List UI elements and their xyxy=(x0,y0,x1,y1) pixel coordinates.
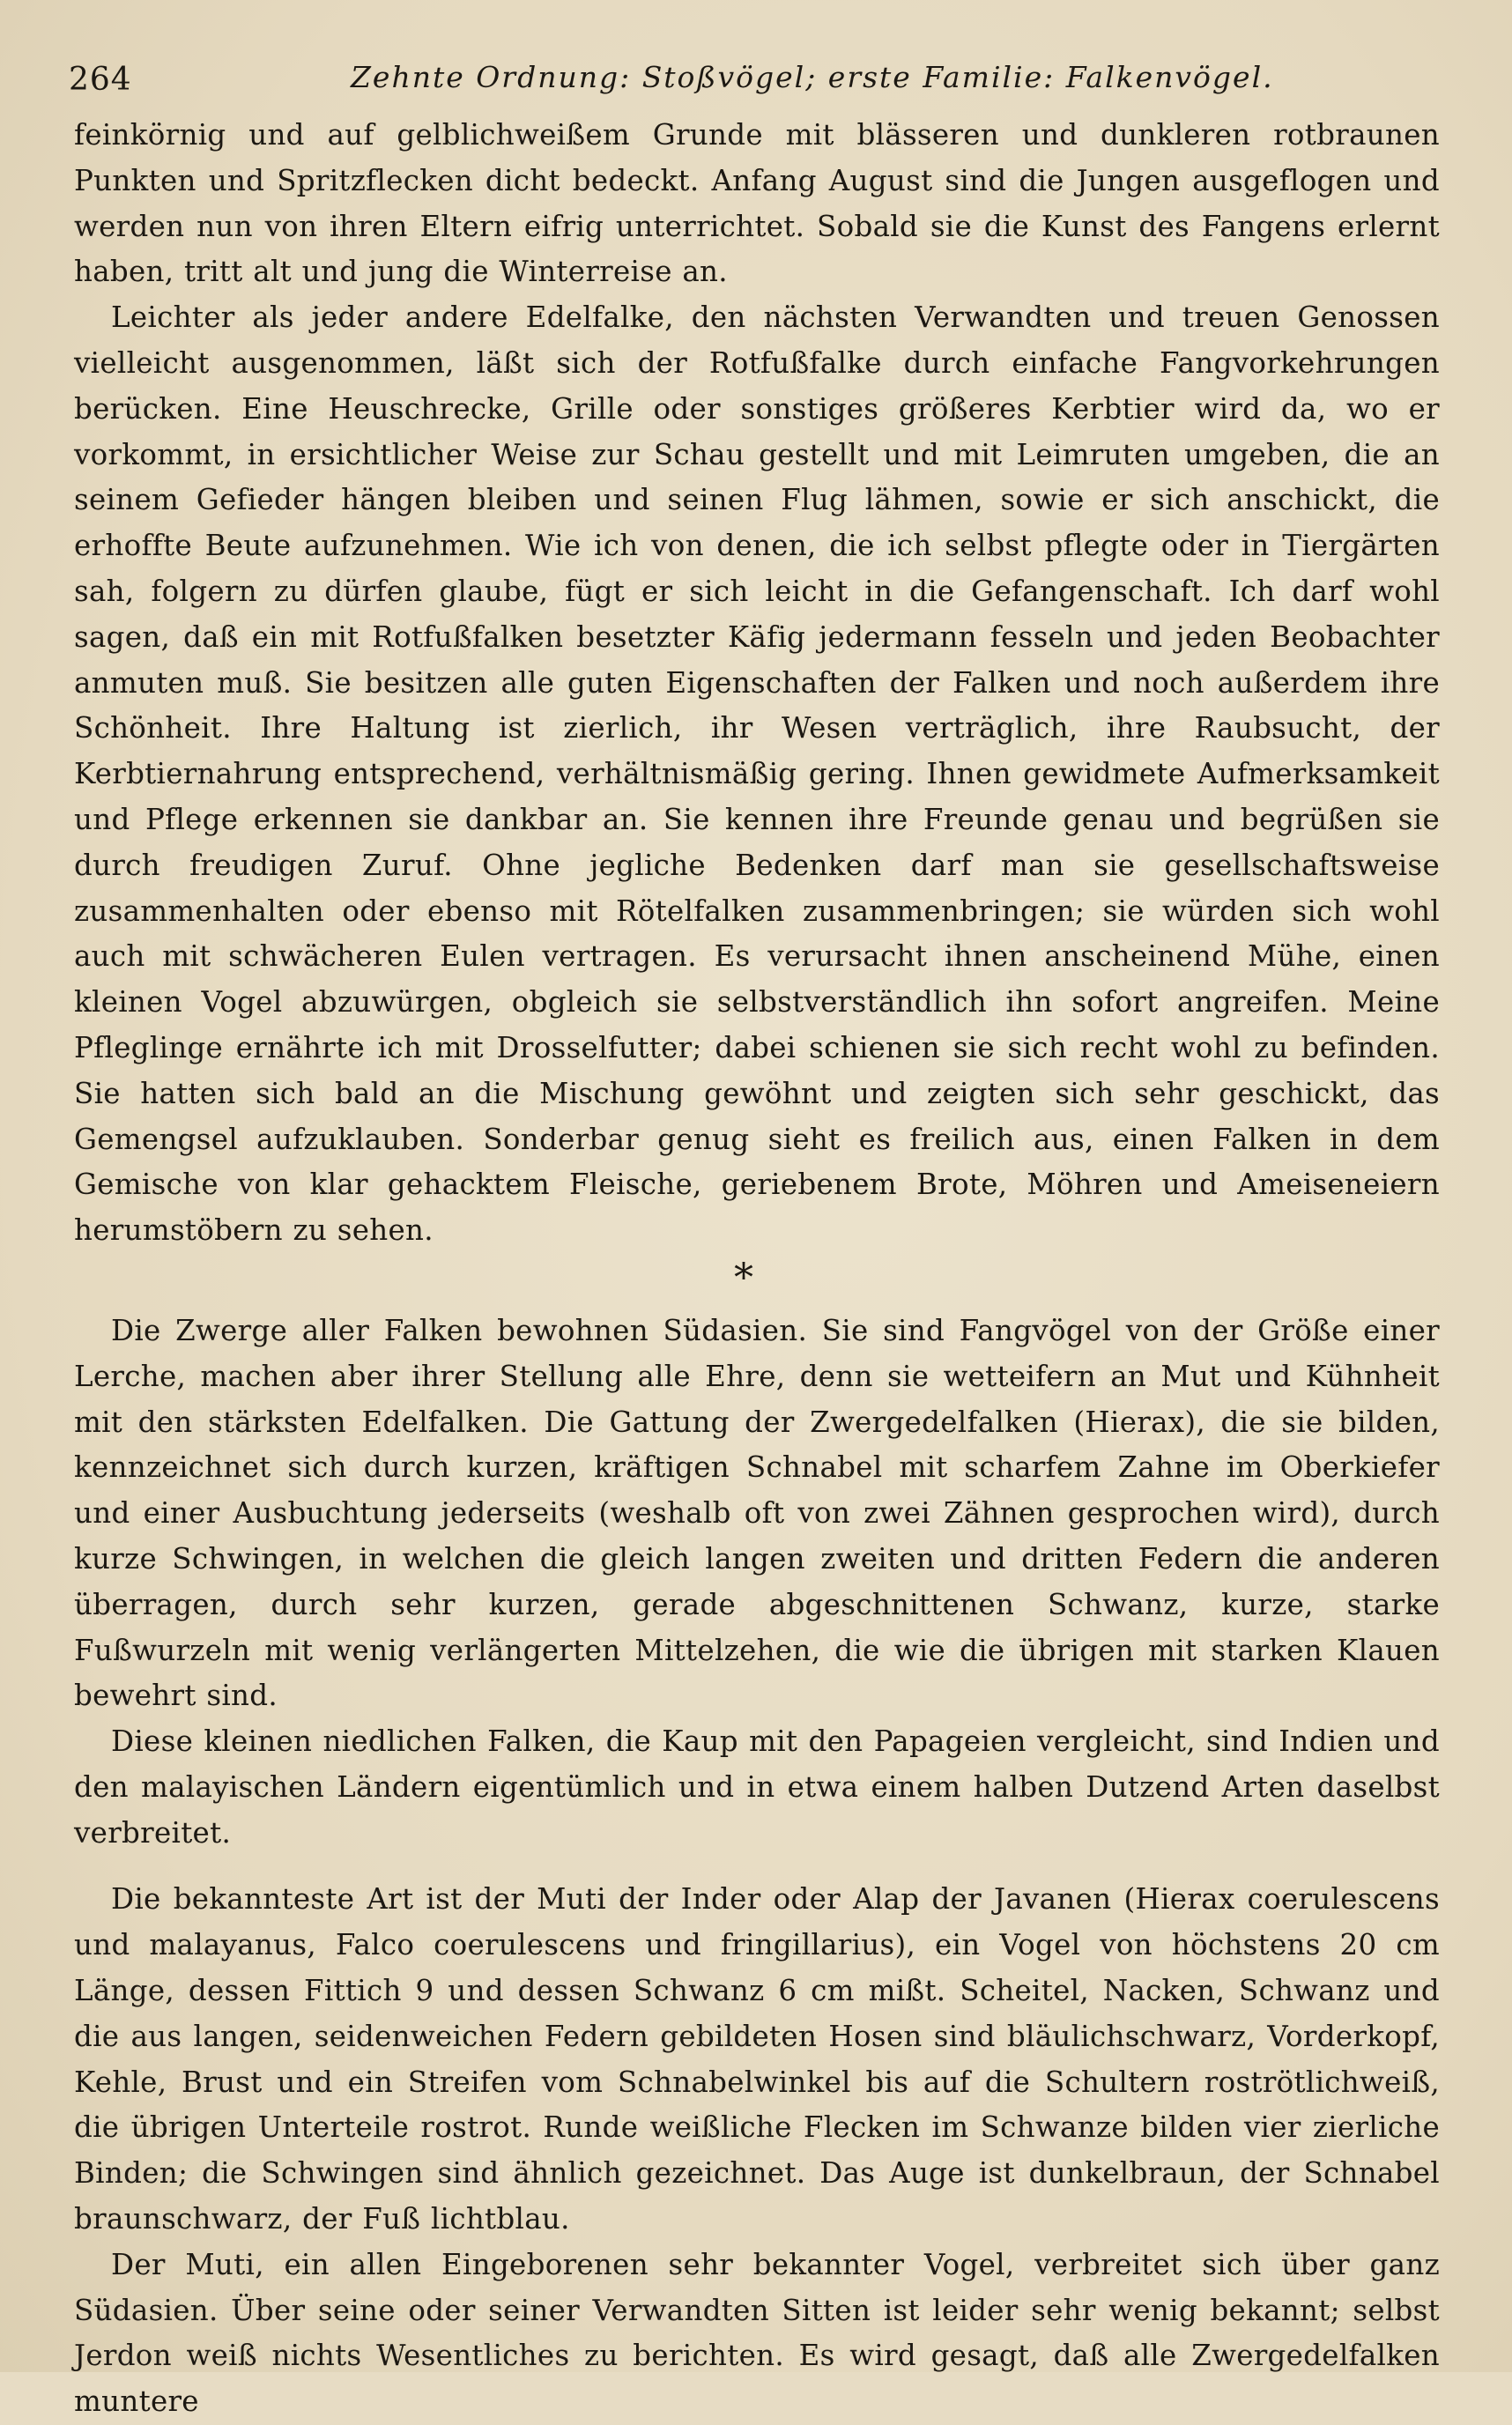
running-head: Zehnte Ordnung: Stoßvögel; erste Familie: Falkenvögel. xyxy=(351,60,1274,94)
paragraph-6: Der Muti, ein allen Eingeborenen sehr bekannter Vogel, verbreitet sich über ganz Südasien. Über seine oder seiner Verwandten Sitten ist leider sehr wenig bekannt; selbst Jerdon weiß nichts Wesentliches zu berichten. Es wird gesagt, daß alle Zwergedelfalken muntere xyxy=(74,2247,1440,2419)
paragraph-2: Leichter als jeder andere Edelfalke, den nächsten Verwandten und treuen Genossen vielleicht ausgenommen, läßt sich der Rotfußfalke durch einfache Fangvorkehrungen berücken. Eine Heuschrecke, Grille oder sonstiges größeres Kerbtier wird da, wo er vorkommt, in ersichtlicher Weise zur Schau gestellt und mit Leimruten umgeben, die an seinem Gefieder hängen bleiben und seinen Flug lähmen, sowie er sich anschickt, die erhoffte Beute aufzunehmen. Wie ich von denen, die ich selbst pflegte oder in Tiergärten sah, folgern zu dürfen glaube, fügt er sich leicht in die Gefangenschaft. Ich darf wohl sagen, daß ein mit Rotfußfalken besetzter Käfig jedermann fesseln und jeden Beobachter anmuten muß. Sie besitzen alle guten Eigenschaften der Falken und noch außerdem ihre Schönheit. Ihre Haltung ist zierlich, ihr Wesen verträglich, ihre Raubsucht, der Kerbtiernahrung entsprechend, verhältnismäßig gering. Ihnen gewidmete Aufmerksamkeit und Pflege erkennen sie dankbar an. Sie kennen ihre Freunde genau und begrüßen sie durch freudigen Zuruf. Ohne jegliche Bedenken darf man sie gesellschaftsweise zusammenhalten oder ebenso mit Rötelfalken zusammenbringen; sie würden sich wohl auch mit schwächeren Eulen vertragen. Es verursacht ihnen anscheinend Mühe, einen kleinen Vogel abzuwürgen, obgleich sie selbstverständlich ihn sofort angreifen. Meine Pfleglinge ernährte ich mit Drosselfutter; dabei schienen sie sich recht wohl zu befinden. Sie hatten sich bald an die Mischung gewöhnt und zeigten sich sehr geschickt, das Gemengsel aufzuklauben. Sonderbar genug sieht es freilich aus, einen Falken in dem Gemische von klar gehacktem Fleische, geriebenem Brote, Möhren und Ameiseneiern herumstöbern zu sehen. xyxy=(74,300,1440,1248)
paragraph-1: feinkörnig und auf gelblichweißem Grunde mit blässeren und dunkleren rotbraunen Punkten und Spritzflecken dicht bedeckt. Anfang August sind die Jungen ausgeflogen und werden nun von ihren Eltern eifrig unterrichtet. Sobald sie die Kunst des Fangens erlernt haben, tritt alt und jung die Winterreise an. xyxy=(74,118,1440,289)
paragraph-4: Diese kleinen niedlichen Falken, die Kaup mit den Papageien vergleicht, sind Indien und den malayischen Ländern eigentümlich und in etwa einem halben Dutzend Arten daselbst verbreitet. xyxy=(74,1724,1440,1850)
paragraph-5: Die bekannteste Art ist der Muti der Inder oder Alap der Javanen (Hierax coerulescens und malayanus, Falco coerulescens und fringillarius), ein Vogel von höchstens 20 cm Länge, dessen Fittich 9 und dessen Schwanz 6 cm mißt. Scheitel, Nacken, Schwanz und die aus langen, seidenweichen Federn gebildeten Hosen sind bläulichschwarz, Vorderkopf, Kehle, Brust und ein Streifen vom Schnabelwinkel bis auf die Schultern roströtlichweiß, die übrigen Unterteile rostrot. Runde weißliche Flecken im Schwanze bilden vier zierliche Binden; die Schwingen sind ähnlich gezeichnet. Das Auge ist dunkelbraun, der Schnabel braunschwarz, der Fuß lichtblau. xyxy=(74,1882,1440,2236)
section-divider: * xyxy=(734,1255,753,1301)
paragraph-gap xyxy=(74,1856,1440,1877)
page-header xyxy=(69,53,1452,106)
body-text xyxy=(74,113,1440,2425)
paragraph-3: Die Zwerge aller Falken bewohnen Südasien. Sie sind Fangvögel von der Größe einer Lerche, machen aber ihrer Stellung alle Ehre, denn sie wetteifern an Mut und Kühnheit mit den stärksten Edelfalken. Die Gattung der Zwergedelfalken (Hierax), die sie bilden, kennzeichnet sich durch kurzen, kräftigen Schnabel mit scharfem Zahne im Oberkiefer und einer Ausbuchtung jederseits (weshalb oft von zwei Zähnen gesprochen wird), durch kurze Schwingen, in welchen die gleich langen zweiten und dritten Federn die anderen überragen, durch sehr kurzen, gerade abgeschnittenen Schwanz, kurze, starke Fußwurzeln mit wenig verlängerten Mittelzehen, die wie die übrigen mit starken Klauen bewehrt sind. xyxy=(74,1313,1440,1713)
page-number: 264 xyxy=(69,62,132,98)
